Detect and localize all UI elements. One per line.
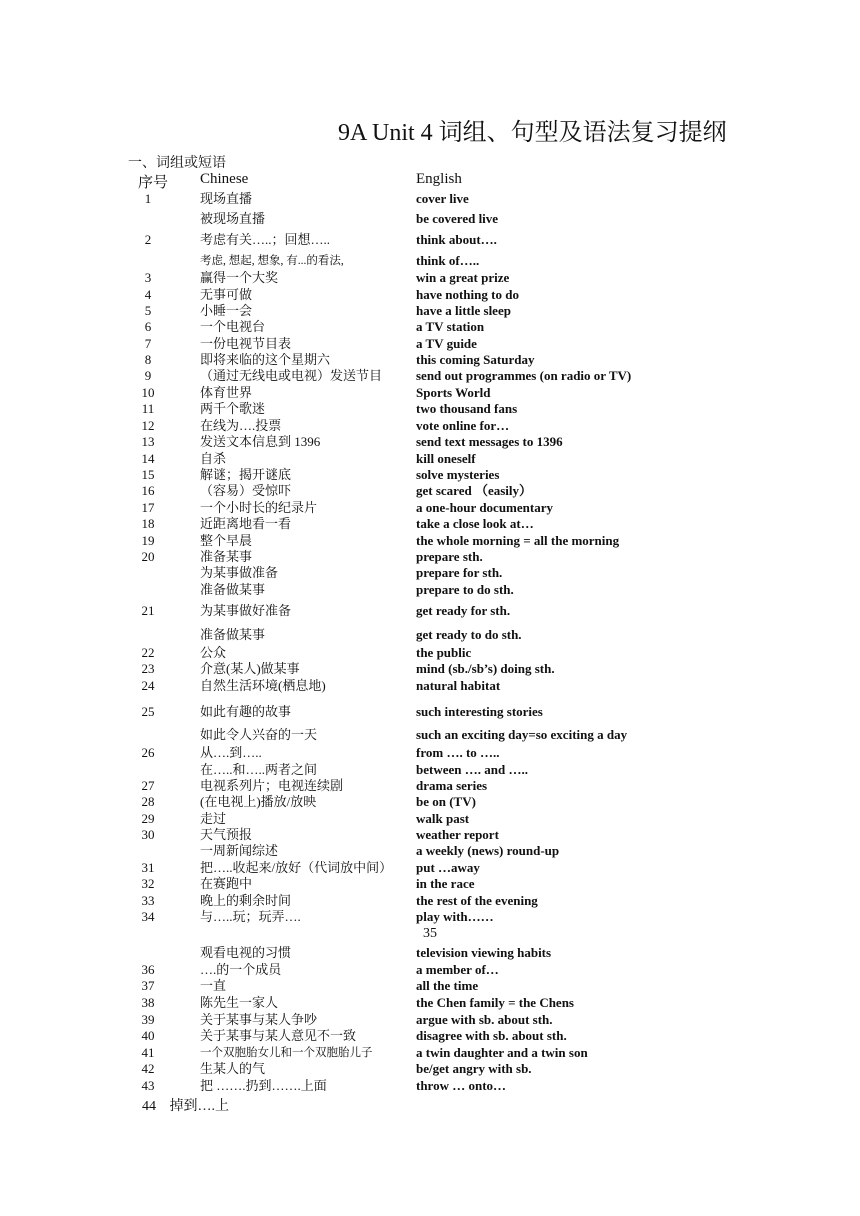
row-chinese: 与…..玩；玩弄…. xyxy=(200,909,301,924)
table-row xyxy=(0,778,860,794)
row-english: a member of… xyxy=(416,962,499,977)
table-row xyxy=(0,516,860,532)
row-number: 8 xyxy=(144,352,152,367)
last-line-chinese: 掉到….上 xyxy=(169,1099,229,1114)
row-number: 3 xyxy=(144,270,152,285)
row-english: send out programmes (on radio or TV) xyxy=(416,368,632,383)
row-chinese: 一份电视节目表 xyxy=(200,336,292,351)
table-row xyxy=(0,582,860,598)
row-english: such interesting stories xyxy=(416,704,543,719)
table-row xyxy=(0,1078,860,1094)
row-english: argue with sb. about sth. xyxy=(416,1012,553,1027)
table-row xyxy=(0,418,860,434)
table-row xyxy=(0,287,860,303)
table-row xyxy=(0,745,860,761)
row-english: solve mysteries xyxy=(416,467,500,482)
row-english: vote online for… xyxy=(416,418,510,433)
table-row xyxy=(0,1045,860,1061)
table-row xyxy=(0,762,860,778)
row-chinese: 电视系列片；电视连续剧 xyxy=(200,778,344,793)
row-number: 38 xyxy=(141,995,155,1010)
row-chinese: 两千个歌迷 xyxy=(200,401,266,416)
row-english: a one-hour documentary xyxy=(416,500,553,515)
row-english: natural habitat xyxy=(416,678,501,693)
row-number: 11 xyxy=(141,401,155,416)
section-heading: 一、词组或短语 xyxy=(128,156,226,171)
table-row xyxy=(0,253,860,269)
row-chinese: 考虑有关…..；回想….. xyxy=(200,232,331,247)
row-number: 20 xyxy=(141,549,155,564)
row-chinese: 在赛跑中 xyxy=(200,876,253,891)
row-chinese: 准备某事 xyxy=(200,549,253,564)
table-row xyxy=(0,191,860,207)
row-number: 37 xyxy=(141,978,155,993)
row-english: the public xyxy=(416,645,472,660)
row-chinese: 晚上的剩余时间 xyxy=(200,893,292,908)
row-number: 15 xyxy=(141,467,155,482)
row-number: 12 xyxy=(141,418,155,433)
row-chinese: 生某人的气 xyxy=(200,1061,266,1076)
last-line xyxy=(142,1095,229,1115)
row-english: all the time xyxy=(416,978,479,993)
table-row xyxy=(0,434,860,450)
row-chinese: 解谜；揭开谜底 xyxy=(200,467,292,482)
row-number: 28 xyxy=(141,794,155,809)
row-number: 24 xyxy=(141,678,155,693)
row-chinese: 如此有趣的故事 xyxy=(200,704,292,719)
row-english: prepare sth. xyxy=(416,549,483,564)
row-chinese: 准备做某事 xyxy=(200,582,266,597)
row-number: 14 xyxy=(141,451,155,466)
row-number: 13 xyxy=(141,434,155,449)
row-english: two thousand fans xyxy=(416,401,518,416)
table-row xyxy=(0,945,860,961)
row-chinese: 自杀 xyxy=(200,451,227,466)
table-row xyxy=(0,661,860,677)
row-chinese: （通过无线电或电视）发送节目 xyxy=(200,368,383,383)
row-number: 17 xyxy=(141,500,155,515)
row-number: 25 xyxy=(141,704,155,719)
row-chinese: 在线为….投票 xyxy=(200,418,282,433)
row-chinese: 一个双胞胎女儿和一个双胞胎儿子 xyxy=(200,1047,373,1059)
row-english: mind (sb./sb’s) doing sth. xyxy=(416,661,555,676)
table-row xyxy=(0,565,860,581)
row-chinese: 天气预报 xyxy=(200,827,253,842)
row-number: 5 xyxy=(144,303,152,318)
row-english: the rest of the evening xyxy=(416,893,538,908)
row-english: a twin daughter and a twin son xyxy=(416,1045,588,1060)
table-row xyxy=(0,1012,860,1028)
row-english: be covered live xyxy=(416,211,499,226)
row-number: 10 xyxy=(141,385,155,400)
row-chinese: （容易）受惊吓 xyxy=(200,483,292,498)
table-row xyxy=(0,876,860,892)
table-row xyxy=(0,352,860,368)
row-number: 39 xyxy=(141,1012,155,1027)
row-number: 26 xyxy=(141,745,155,760)
table-row xyxy=(0,270,860,286)
table-row xyxy=(0,500,860,516)
table-row xyxy=(0,451,860,467)
table-row xyxy=(0,627,860,643)
row-english: walk past xyxy=(416,811,470,826)
row-number: 22 xyxy=(141,645,155,660)
row-number: 19 xyxy=(141,533,155,548)
table-row xyxy=(0,533,860,549)
row-number: 1 xyxy=(144,191,152,206)
row-english: weather report xyxy=(416,827,499,842)
table-row xyxy=(0,893,860,909)
stray-number: 35 xyxy=(423,926,437,941)
row-chinese: 把…..收起来/放好（代词放中间） xyxy=(200,860,393,875)
row-english: win a great prize xyxy=(416,270,510,285)
row-chinese: 为某事做准备 xyxy=(200,565,279,580)
row-chinese: 一个电视台 xyxy=(200,319,266,334)
row-number: 36 xyxy=(141,962,155,977)
row-chinese: 小睡一会 xyxy=(200,303,253,318)
row-chinese: 如此令人兴奋的一天 xyxy=(200,727,318,742)
row-chinese: 在…..和…..两者之间 xyxy=(200,762,318,777)
row-chinese: 介意(某人)做某事 xyxy=(200,661,300,676)
row-chinese: 现场直播 xyxy=(200,191,253,206)
row-english: put …away xyxy=(416,860,480,875)
table-row xyxy=(0,467,860,483)
row-number: 43 xyxy=(141,1078,155,1093)
row-number: 40 xyxy=(141,1028,155,1043)
row-number: 9 xyxy=(144,368,152,383)
row-chinese: 走过 xyxy=(200,811,227,826)
row-number: 29 xyxy=(141,811,155,826)
row-chinese: 把 …….扔到…….上面 xyxy=(200,1078,327,1093)
row-number: 21 xyxy=(141,603,155,618)
row-chinese: 赢得一个大奖 xyxy=(200,270,279,285)
table-row xyxy=(0,232,860,248)
table-row xyxy=(0,962,860,978)
table-row xyxy=(0,909,860,925)
row-english: kill oneself xyxy=(416,451,476,466)
row-chinese: 整个早晨 xyxy=(200,533,253,548)
row-english: be/get angry with sb. xyxy=(416,1061,532,1076)
row-chinese: 陈先生一家人 xyxy=(200,995,279,1010)
row-english: think about…. xyxy=(416,232,497,247)
row-chinese: 被现场直播 xyxy=(200,211,266,226)
row-number: 16 xyxy=(141,483,155,498)
table-row xyxy=(0,704,860,720)
header-num: 序号 xyxy=(138,175,169,191)
row-english: think of….. xyxy=(416,253,480,268)
row-chinese: 公众 xyxy=(200,645,227,660)
row-english: the whole morning = all the morning xyxy=(416,533,620,548)
row-english: television viewing habits xyxy=(416,945,552,960)
row-number: 18 xyxy=(141,516,155,531)
header-english: English xyxy=(416,171,462,187)
table-row xyxy=(0,645,860,661)
row-english: throw … onto… xyxy=(416,1078,507,1093)
table-row xyxy=(0,978,860,994)
row-english: disagree with sb. about sth. xyxy=(416,1028,567,1043)
row-english: between …. and ….. xyxy=(416,762,528,777)
row-chinese: 一个小时长的纪录片 xyxy=(200,500,318,515)
last-line-number: 44 xyxy=(142,1099,156,1114)
table-row xyxy=(0,678,860,694)
row-english: from …. to ….. xyxy=(416,745,500,760)
row-english: prepare for sth. xyxy=(416,565,503,580)
document-title: 9A Unit 4 词组、句型及语法复习提纲 xyxy=(338,120,727,146)
table-row xyxy=(0,995,860,1011)
row-english: cover live xyxy=(416,191,469,206)
row-number: 42 xyxy=(141,1061,155,1076)
row-chinese: 自然生活环境(栖息地) xyxy=(200,678,326,693)
row-chinese: ….的一个成员 xyxy=(200,962,282,977)
row-chinese: 关于某事与某人争吵 xyxy=(200,1012,318,1027)
row-number: 2 xyxy=(144,232,152,247)
row-english: prepare to do sth. xyxy=(416,582,514,597)
table-row xyxy=(0,483,860,499)
table-row xyxy=(0,368,860,384)
row-english: have a little sleep xyxy=(416,303,511,318)
table-row xyxy=(0,1061,860,1077)
row-number: 23 xyxy=(141,661,155,676)
table-row xyxy=(0,336,860,352)
table-row xyxy=(0,827,860,843)
table-row xyxy=(0,385,860,401)
row-number: 7 xyxy=(144,336,152,351)
row-english: be on (TV) xyxy=(416,794,476,809)
row-chinese: 一直 xyxy=(200,978,227,993)
header-chinese: Chinese xyxy=(200,171,249,187)
table-row xyxy=(0,603,860,619)
table-row xyxy=(0,303,860,319)
row-english: drama series xyxy=(416,778,488,793)
table-row xyxy=(0,843,860,859)
row-english: this coming Saturday xyxy=(416,352,535,367)
row-number: 32 xyxy=(141,876,155,891)
row-english: a TV guide xyxy=(416,336,477,351)
row-chinese: 观看电视的习惯 xyxy=(200,945,292,960)
table-row xyxy=(0,211,860,227)
table-row xyxy=(0,727,860,743)
table-row xyxy=(0,1028,860,1044)
row-number: 31 xyxy=(141,860,155,875)
row-chinese: 一周新闻综述 xyxy=(200,843,279,858)
row-english: get ready for sth. xyxy=(416,603,511,618)
row-chinese: 准备做某事 xyxy=(200,627,266,642)
table-row xyxy=(0,319,860,335)
table-row xyxy=(0,860,860,876)
row-english: in the race xyxy=(416,876,475,891)
row-chinese: 体育世界 xyxy=(200,385,253,400)
row-chinese: 考虑, 想起, 想象, 有...的看法, xyxy=(200,255,344,267)
table-row xyxy=(0,794,860,810)
row-english: a TV station xyxy=(416,319,485,334)
row-chinese: 从….到….. xyxy=(200,745,262,760)
row-english: such an exciting day=so exciting a day xyxy=(416,727,628,742)
row-english: get scared （easily） xyxy=(416,483,533,498)
row-number: 27 xyxy=(141,778,155,793)
row-chinese: (在电视上)播放/放映 xyxy=(200,794,317,809)
row-chinese: 发送文本信息到 1396 xyxy=(200,434,321,449)
row-chinese: 即将来临的这个星期六 xyxy=(200,352,331,367)
row-english: send text messages to 1396 xyxy=(416,434,563,449)
row-english: the Chen family = the Chens xyxy=(416,995,574,1010)
row-chinese: 近距离地看一看 xyxy=(200,516,292,531)
row-english: have nothing to do xyxy=(416,287,519,302)
row-number: 30 xyxy=(141,827,155,842)
row-chinese: 为某事做好准备 xyxy=(200,603,292,618)
row-number: 41 xyxy=(141,1045,155,1060)
row-number: 33 xyxy=(141,893,155,908)
row-chinese: 无事可做 xyxy=(200,287,253,302)
table-row xyxy=(0,401,860,417)
row-english: play with…… xyxy=(416,909,494,924)
row-number: 4 xyxy=(144,287,152,302)
row-number: 34 xyxy=(141,909,155,924)
table-row xyxy=(0,549,860,565)
row-number: 6 xyxy=(144,319,152,334)
row-english: a weekly (news) round-up xyxy=(416,843,560,858)
table-row xyxy=(0,811,860,827)
row-english: get ready to do sth. xyxy=(416,627,522,642)
row-english: Sports World xyxy=(416,385,491,400)
row-english: take a close look at… xyxy=(416,516,534,531)
row-chinese: 关于某事与某人意见不一致 xyxy=(200,1028,357,1043)
